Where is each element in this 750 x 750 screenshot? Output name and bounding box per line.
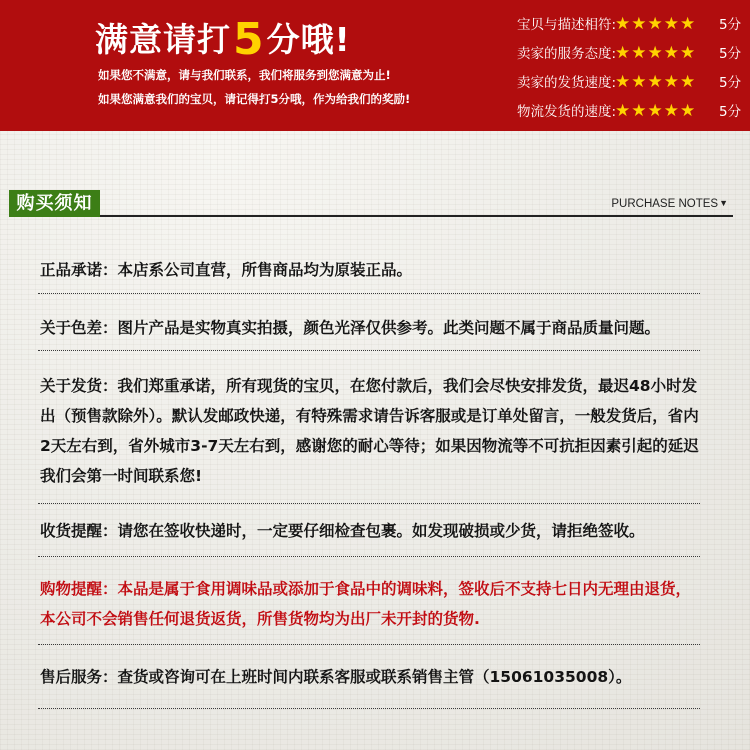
dotted-divider bbox=[38, 556, 700, 557]
rating-row-description bbox=[517, 13, 747, 36]
triangle-down-icon: ▼ bbox=[719, 198, 728, 208]
rating-request-banner bbox=[0, 0, 750, 131]
dotted-divider bbox=[38, 644, 700, 645]
headline-suffix: 分哦! bbox=[266, 20, 351, 59]
banner-note-unsatisfied: 如果您不满意，请与我们联系，我们将服务到您满意为止! bbox=[98, 68, 391, 82]
rating-label: 卖家的服务态度: bbox=[517, 46, 617, 62]
banner-headline bbox=[95, 14, 351, 65]
rating-score: 5分 bbox=[719, 75, 742, 91]
banner-note-satisfied: 如果您满意我们的宝贝，请记得打5分哦，作为给我们的奖励! bbox=[98, 92, 411, 106]
section-title-en-text: PURCHASE NOTES bbox=[611, 198, 719, 210]
rating-row-service bbox=[517, 42, 747, 65]
notice-color-difference: 关于色差：图片产品是实物真实拍摄，颜色光泽仅供参考。此类问题不属于商品质量问题。 bbox=[40, 319, 661, 337]
rating-score: 5分 bbox=[719, 104, 742, 120]
star-icon-group: ★★★★★ bbox=[615, 14, 697, 34]
purchase-notes-header bbox=[0, 190, 750, 220]
rating-row-logistics bbox=[517, 100, 747, 123]
star-icon-group: ★★★★★ bbox=[615, 72, 697, 92]
headline-prefix: 满意请打 bbox=[95, 20, 231, 59]
rating-score: 5分 bbox=[719, 46, 742, 62]
rating-row-shipping bbox=[517, 71, 747, 94]
rating-label: 卖家的发货速度: bbox=[517, 75, 617, 91]
section-title-en bbox=[611, 198, 728, 210]
notice-authenticity: 正品承诺：本店系公司直营，所售商品均为原装正品。 bbox=[40, 261, 413, 279]
star-icon-group: ★★★★★ bbox=[615, 43, 697, 63]
notice-shopping-reminder: 购物提醒：本品是属于食用调味品或添加于食品中的调味料，签收后不支持七日内无理由退货，本公司不会销售任何退货返货，所售货物均为出厂未开封的货物. bbox=[40, 580, 692, 628]
headline-score: 5 bbox=[233, 14, 265, 65]
dotted-divider bbox=[38, 503, 700, 504]
rating-label: 宝贝与描述相符: bbox=[517, 17, 617, 33]
dotted-divider bbox=[38, 708, 700, 709]
star-icon-group: ★★★★★ bbox=[615, 101, 697, 121]
notice-receiving: 收货提醒：请您在签收快递时，一定要仔细检查包裹。如发现破损或少货，请拒绝签收。 bbox=[40, 522, 645, 540]
rating-score: 5分 bbox=[719, 17, 742, 33]
rating-list bbox=[517, 13, 747, 129]
section-title: 购买须知 bbox=[9, 190, 100, 217]
rating-label: 物流发货的速度: bbox=[517, 104, 617, 120]
dotted-divider bbox=[38, 350, 700, 351]
notice-after-sales: 售后服务：查货或咨询可在上班时间内联系客服或联系销售主管（15061035008）。 bbox=[40, 668, 632, 686]
dotted-divider bbox=[38, 293, 700, 294]
notice-shipping: 关于发货：我们郑重承诺，所有现货的宝贝，在您付款后，我们会尽快安排发货，最迟48小时发出（预售款除外）。默认发邮政快递，有特殊需求请告诉客服或是订单处留言，一般发货后，省内2天左右到，省外城市3-7天左右到，感谢您的耐心等待；如果因物流等不可抗拒因素引起的延迟我们会第一时间联系您! bbox=[40, 377, 699, 485]
section-divider bbox=[100, 215, 733, 217]
